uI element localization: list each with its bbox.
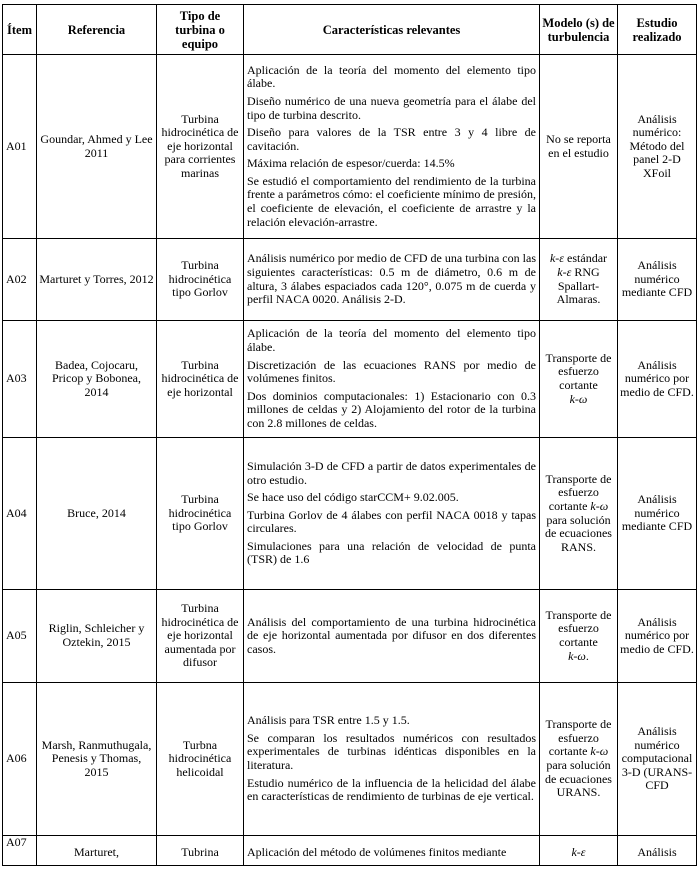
caracteristica-item: Análisis del comportamiento de una turbina hidrocinética de eje horizontal aumentada por difusor en dos diferentes casos. (247, 614, 536, 656)
modelo-cell (540, 239, 618, 321)
tipo-cell: Turbna hidrocinética helicoidal (157, 683, 244, 836)
caracteristica-item: Análisis para TSR entre 1.5 y 1.5. (247, 713, 410, 728)
caracteristica-item: Aplicación de la teoría del momento del elemento tipo álabe. (247, 62, 536, 91)
item-id: A06 (3, 683, 37, 836)
header-tipo: Tipo de turbina o equipo (157, 5, 244, 55)
caracteristica-item: Diseño numérico de una nueva geometría para el álabe del tipo de turbina descrito. (247, 93, 536, 122)
item-id: A05 (3, 590, 37, 683)
caracteristica-item: Estudio numérico de la influencia de la helicidad del álabe en características de rendimiento de turbinas de eje vertical. (247, 775, 536, 804)
caracteristicas-cell (244, 55, 540, 239)
modelo-text: para solución de ecuaciones URANS. (545, 758, 612, 800)
table-row (3, 438, 697, 590)
item-id: A02 (3, 239, 37, 321)
modelo-text: estándar (564, 251, 608, 266)
modelo-text: Transporte de esfuerzo cortante (545, 607, 612, 649)
table-row (3, 239, 697, 321)
modelo-text: . (585, 648, 589, 663)
tipo-cell: Turbina hidrocinética tipo Gorlov (157, 438, 244, 590)
header-estudio: Estudio realizado (618, 5, 697, 55)
estudio-cell: Análisis numérico mediante CFD (618, 239, 697, 321)
caracteristica-item: Discretización de las ecuaciones RANS por medio de volúmenes finitos. (247, 357, 536, 386)
table-row (3, 836, 697, 866)
caracteristicas-cell (244, 321, 540, 438)
modelo-italic: k-ω (568, 648, 586, 663)
caracteristica-item: Dos dominios computacionales: 1) Estacionario con 0.3 millones de celdas y 2) Alojamiento del rotor de la turbina con 2.8 millones de celdas. (247, 388, 536, 430)
table-row (3, 590, 697, 683)
modelo-italic: k-ε (557, 264, 572, 279)
modelo-italic: k-ω (590, 744, 609, 759)
table-row (3, 321, 697, 438)
estudio-cell: Análisis numérico computacional 3-D (URANS-CFD (618, 683, 697, 836)
modelo-line (542, 252, 615, 266)
caracteristicas-cell (244, 590, 540, 683)
table-row (3, 55, 697, 239)
caracteristica-item: Análisis numérico por medio de CFD de una turbina con las siguientes características: 0.5 m de diámetro, 0.6 m de altura, 3 álabes espaciados cada 120°, 0.075 m de cuerda y perfil NACA 0020. Análisis 2-D. (247, 251, 536, 307)
referencia-cell: Marturet, (37, 836, 157, 866)
caracteristica-item: Simulación 3-D de CFD a partir de datos experimentales de otro estudio. (247, 458, 536, 487)
referencia-cell: Riglin, Schleicher y Oztekin, 2015 (37, 590, 157, 683)
modelo-line (542, 650, 615, 664)
modelo-italic: k-ω (590, 498, 609, 513)
referencia-cell: Badea, Cojocaru, Pricop y Bobonea, 2014 (37, 321, 157, 438)
modelo-italic: k-ω (569, 391, 588, 406)
modelo-line (542, 280, 615, 307)
modelo-text: Transporte de esfuerzo cortante (545, 350, 612, 392)
modelo-italic: k-ε (571, 845, 586, 859)
header-caracteristicas: Características relevantes (244, 5, 540, 55)
caracteristicas-cell (244, 836, 540, 866)
referencia-cell: Marsh, Ranmuthugala, Penesis y Thomas, 2015 (37, 683, 157, 836)
caracteristica-item: Aplicación de la teoría del momento del elemento tipo álabe. (247, 326, 536, 355)
caracteristica-item: Simulaciones para una relación de velocidad de punta (TSR) de 1.6 (247, 538, 536, 567)
modelo-cell (540, 438, 618, 590)
item-id: A04 (3, 438, 37, 590)
referencia-cell: Marturet y Torres, 2012 (37, 239, 157, 321)
modelo-cell (540, 590, 618, 683)
estudio-cell: Análisis (618, 836, 697, 866)
tipo-cell: Tubrina (157, 836, 244, 866)
tipo-cell: Turbina hidrocinética de eje horizontal aumentada por difusor (157, 590, 244, 683)
modelo-cell (540, 836, 618, 866)
estudio-cell: Análisis numérico por medio de CFD. (618, 321, 697, 438)
header-referencia: Referencia (37, 5, 157, 55)
modelo-cell: No se reporta en el estudio (540, 55, 618, 239)
caracteristica-item: Diseño para valores de la TSR entre 3 y 4 libre de cavitación. (247, 125, 536, 153)
modelo-text: RNG (571, 264, 600, 279)
referencia-cell: Goundar, Ahmed y Lee 2011 (37, 55, 157, 239)
estudio-cell: Análisis numérico: Método del panel 2-D XFoil (618, 55, 697, 239)
modelo-italic: k-ε (549, 251, 565, 266)
modelo-text: para solución de ecuaciones RANS. (545, 512, 612, 554)
modelo-line (542, 266, 615, 280)
modelo-text: Transporte de esfuerzo cortante (545, 471, 612, 513)
tipo-cell: Turbina hidrocinética de eje horizontal (157, 321, 244, 438)
item-id: A01 (3, 55, 37, 239)
literature-table (2, 4, 697, 866)
estudio-cell: Análisis numérico por medio de CFD. (618, 590, 697, 683)
header-modelo: Modelo (s) de turbulencia (540, 5, 618, 55)
header-row (3, 5, 697, 55)
tipo-cell: Turbina hidrocinética de eje horizontal para corrientes marinas (157, 55, 244, 239)
caracteristica-item: Se comparan los resultados numéricos con resultados experimentales de turbinas idénticas disponibles en la literatura. (247, 730, 536, 772)
caracteristica-item: Máxima relación de espesor/cuerda: 14.5% (247, 156, 455, 171)
tipo-cell: Turbina hidrocinética tipo Gorlov (157, 239, 244, 321)
referencia-cell: Bruce, 2014 (37, 438, 157, 590)
item-id: A07 (3, 836, 37, 866)
modelo-text: Spallart-Almaras. (556, 278, 601, 307)
caracteristica-item: Aplicación del método de volúmenes finitos mediante (247, 845, 507, 859)
estudio-cell: Análisis numérico mediante CFD (618, 438, 697, 590)
caracteristicas-cell (244, 438, 540, 590)
item-id: A03 (3, 321, 37, 438)
caracteristicas-cell (244, 239, 540, 321)
header-item: Ítem (3, 5, 37, 55)
caracteristica-item: Turbina Gorlov de 4 álabes con perfil NACA 0018 y tapas circulares. (247, 507, 536, 536)
modelo-text: Transporte de esfuerzo cortante (545, 717, 612, 759)
caracteristica-item: Se estudió el comportamiento del rendimiento de la turbina frente a parámetros cómo: el coeficiente mínimo de presión, el coeficiente de elevación, el coeficiente de arrastre y la relación elevación-arrastre. (247, 173, 536, 229)
modelo-cell (540, 321, 618, 438)
caracteristicas-cell (244, 683, 540, 836)
modelo-cell (540, 683, 618, 836)
caracteristica-item: Se hace uso del código starCCM+ 9.02.005. (247, 490, 459, 505)
table-row (3, 683, 697, 836)
